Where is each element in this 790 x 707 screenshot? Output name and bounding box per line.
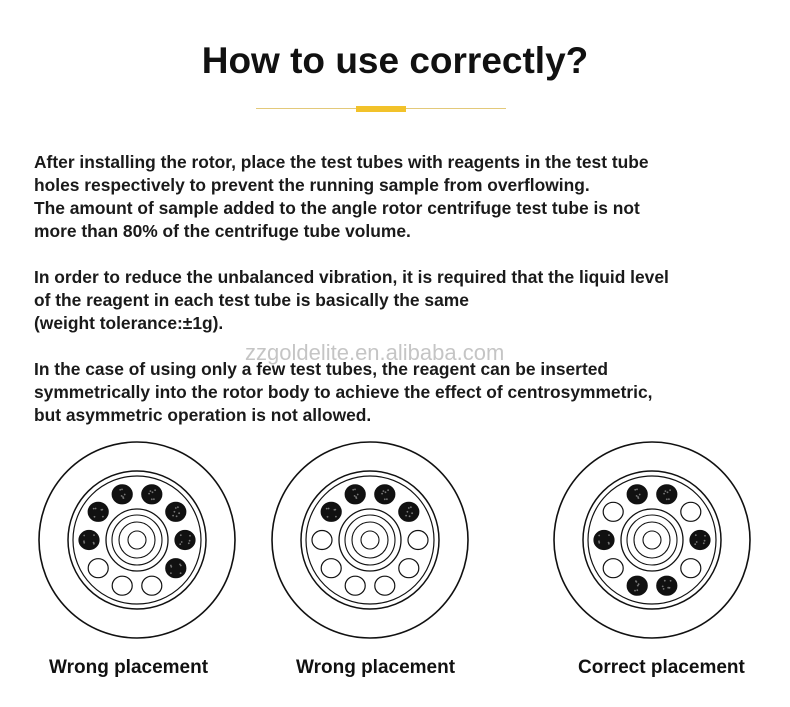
tube-texture <box>152 491 154 493</box>
tube-texture <box>121 489 123 491</box>
tube-texture <box>151 498 153 500</box>
rotor-center-hole <box>128 531 146 549</box>
tube-hole-empty <box>112 576 132 595</box>
tube-hole-empty <box>603 502 623 521</box>
tube-texture <box>385 491 387 493</box>
tube-texture <box>598 535 600 537</box>
text-line: symmetrically into the rotor body to achieve the effect of centrosymmetric, <box>34 382 653 402</box>
caption-rotor-2: Wrong placement <box>296 657 456 678</box>
tube-texture <box>189 540 191 542</box>
tube-texture <box>101 509 103 511</box>
tube-texture <box>386 498 388 500</box>
tube-texture <box>381 493 383 495</box>
tube-texture <box>95 508 97 510</box>
rotor-hub-ring <box>634 522 670 558</box>
tube-texture <box>636 489 638 491</box>
tube-texture <box>83 535 85 537</box>
tube-texture <box>664 580 666 582</box>
tube-texture <box>123 497 125 499</box>
text-line: but asymmetric operation is not allowed. <box>34 405 372 425</box>
tube-texture <box>635 580 637 582</box>
tube-texture <box>354 489 356 491</box>
paragraph-balance <box>34 266 784 335</box>
tube-texture <box>354 495 356 497</box>
tube-texture <box>667 491 669 493</box>
tube-texture <box>180 572 182 574</box>
tube-texture <box>154 489 156 491</box>
tube-hole-filled <box>345 485 365 504</box>
tube-texture <box>357 494 359 496</box>
tube-hole-filled <box>399 502 419 521</box>
tube-texture <box>150 490 152 492</box>
tube-texture <box>636 589 638 591</box>
rotor-hub-ring <box>119 522 155 558</box>
tube-texture <box>669 587 671 589</box>
tube-texture <box>94 516 96 518</box>
tube-texture <box>352 489 354 491</box>
tube-texture <box>177 506 179 508</box>
tube-texture <box>170 572 172 574</box>
rotor-diagram-3 <box>552 440 752 640</box>
tube-hole-empty <box>321 559 341 578</box>
tube-texture <box>93 508 95 510</box>
rotor-center-hole <box>361 531 379 549</box>
tube-texture <box>662 586 664 588</box>
tube-hole-filled <box>88 502 108 521</box>
tube-texture <box>405 515 407 517</box>
tube-texture <box>119 489 121 491</box>
tube-hole-filled <box>627 485 647 504</box>
rotor-svg <box>552 440 752 640</box>
tube-texture <box>326 508 328 510</box>
text-line: After installing the rotor, place the test tubes with reagents in the test tube <box>34 152 649 172</box>
rotor-hub-ring <box>339 509 401 571</box>
rotor-hub-ring <box>352 522 388 558</box>
rotor-svg <box>37 440 237 640</box>
tube-texture <box>189 535 191 537</box>
text-line: more than 80% of the centrifuge tube volume. <box>34 221 411 241</box>
tube-texture <box>148 493 150 495</box>
tube-texture <box>663 493 665 495</box>
tube-texture <box>638 497 640 499</box>
tube-texture <box>175 507 177 509</box>
text-line: In order to reduce the unbalanced vibration, it is required that the liquid level <box>34 267 669 287</box>
paragraph-installation <box>34 151 784 243</box>
tube-texture <box>174 511 176 513</box>
text-line: The amount of sample added to the angle rotor centrifuge test tube is not <box>34 198 640 218</box>
tube-texture <box>636 495 638 497</box>
tube-texture <box>407 511 409 513</box>
tube-texture <box>598 542 600 544</box>
tube-hole-filled <box>375 485 395 504</box>
tube-texture <box>93 534 95 536</box>
tube-texture <box>608 534 610 536</box>
tube-texture <box>180 565 182 567</box>
text-line: (weight tolerance:±1g). <box>34 313 224 333</box>
tube-texture <box>408 507 410 509</box>
tube-texture <box>334 509 336 511</box>
tube-texture <box>181 541 183 543</box>
tube-texture <box>102 516 104 518</box>
tube-hole-empty <box>375 576 395 595</box>
tube-texture <box>695 534 697 536</box>
rotor-diagram-1 <box>37 440 237 640</box>
tube-texture <box>179 543 181 545</box>
tube-texture <box>696 541 698 543</box>
page-title: How to use correctly? <box>201 40 589 81</box>
tube-texture <box>634 489 636 491</box>
tube-hole-filled <box>166 559 186 578</box>
tube-hole-filled <box>79 531 99 550</box>
tube-hole-empty <box>142 576 162 595</box>
tube-hole-filled <box>166 502 186 521</box>
rotor-center-hole <box>643 531 661 549</box>
tube-texture <box>170 565 172 567</box>
tube-hole-filled <box>657 576 677 595</box>
tube-hole-empty <box>345 576 365 595</box>
tube-hole-empty <box>399 559 419 578</box>
text-line: of the reagent in each test tube is basically the same <box>34 290 469 310</box>
tube-texture <box>384 498 386 500</box>
tube-hole-filled <box>594 531 614 550</box>
tube-hole-empty <box>408 531 428 550</box>
tube-hole-empty <box>681 559 701 578</box>
caption-rotor-1: Wrong placement <box>49 657 209 678</box>
tube-texture <box>704 535 706 537</box>
rotor-diagram-2 <box>270 440 470 640</box>
tube-hole-filled <box>657 485 677 504</box>
tube-hole-empty <box>681 502 701 521</box>
tube-texture <box>387 489 389 491</box>
tube-texture <box>666 498 668 500</box>
tube-hole-empty <box>88 559 108 578</box>
tube-texture <box>634 590 636 592</box>
tube-texture <box>83 542 85 544</box>
tube-hole-filled <box>690 531 710 550</box>
tube-texture <box>411 512 413 514</box>
tube-hole-empty <box>312 531 332 550</box>
tube-hole-filled <box>142 485 162 504</box>
tube-texture <box>663 588 665 590</box>
tube-texture <box>328 508 330 510</box>
tube-texture <box>121 495 123 497</box>
title-divider-accent <box>356 106 406 112</box>
text-line: In the case of using only a few test tubes, the reagent can be inserted <box>34 359 609 379</box>
tube-hole-filled <box>112 485 132 504</box>
tube-texture <box>639 494 641 496</box>
tube-texture <box>180 534 182 536</box>
tube-texture <box>335 516 337 518</box>
tube-texture <box>93 542 95 544</box>
rotor-hub-ring <box>106 509 168 571</box>
tube-texture <box>410 506 412 508</box>
tube-texture <box>665 490 667 492</box>
tube-hole-empty <box>603 559 623 578</box>
rotor-hub-ring <box>621 509 683 571</box>
tube-texture <box>176 515 178 517</box>
tube-texture <box>356 497 358 499</box>
tube-texture <box>327 516 329 518</box>
tube-texture <box>670 580 672 582</box>
tube-texture <box>608 542 610 544</box>
paragraph-symmetry <box>34 358 784 427</box>
tube-texture <box>178 512 180 514</box>
tube-texture <box>124 494 126 496</box>
tube-texture <box>669 489 671 491</box>
tube-texture <box>153 498 155 500</box>
tube-hole-filled <box>175 531 195 550</box>
tube-texture <box>172 515 174 517</box>
rotor-svg <box>270 440 470 640</box>
tube-texture <box>383 490 385 492</box>
tube-texture <box>704 540 706 542</box>
tube-texture <box>703 542 705 544</box>
tube-texture <box>409 515 411 517</box>
tube-texture <box>637 585 639 587</box>
tube-texture <box>188 542 190 544</box>
caption-rotor-3: Correct placement <box>578 657 745 678</box>
text-line: holes respectively to prevent the running sample from overflowing. <box>34 175 590 195</box>
tube-texture <box>668 498 670 500</box>
tube-texture <box>694 543 696 545</box>
watermark: zzgoldelite.en.alibaba.com <box>245 340 505 365</box>
tube-hole-filled <box>321 502 341 521</box>
